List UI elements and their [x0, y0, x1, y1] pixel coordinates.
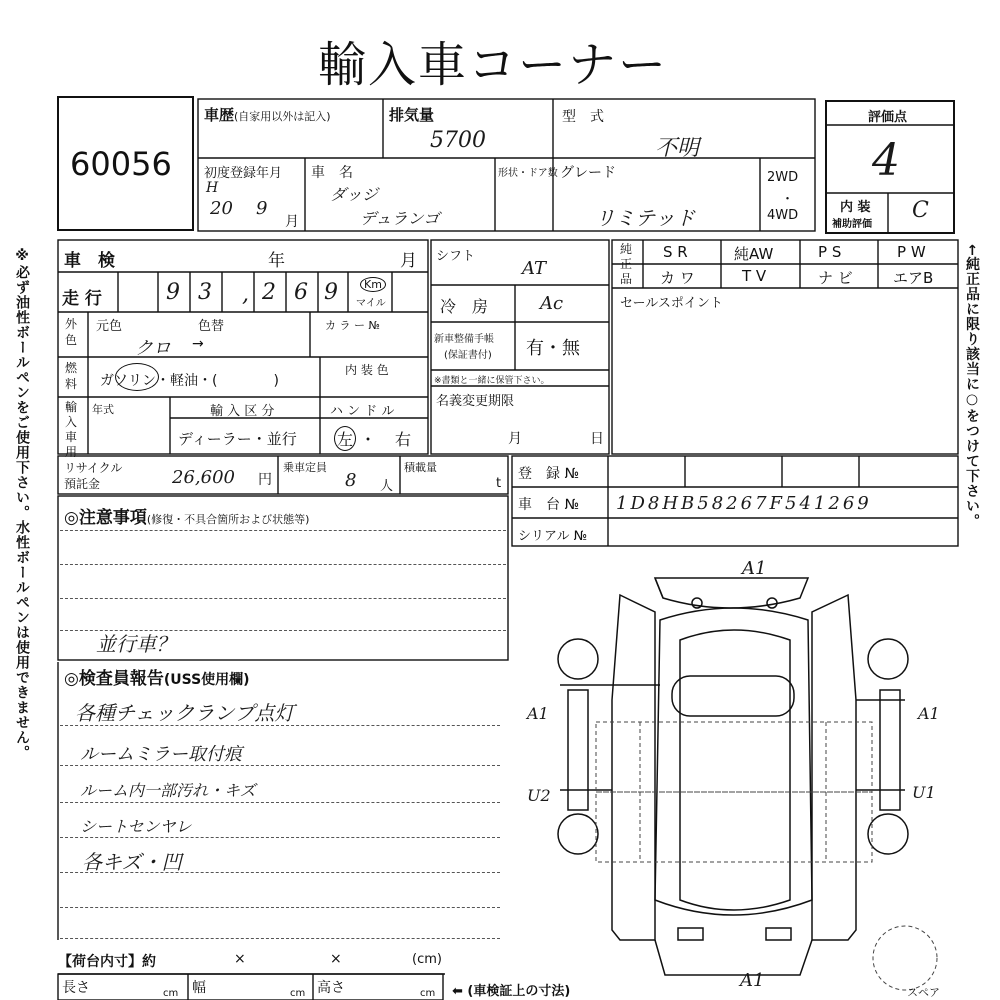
cargo-unit: (cm): [412, 952, 442, 967]
cargo-x1: ×: [234, 951, 246, 967]
load-unit: t: [496, 476, 502, 491]
color-arrow: →: [192, 336, 204, 352]
sales-point-label: セールスポイント: [620, 296, 723, 311]
mileage-digit: 9: [324, 280, 338, 305]
manual-label: 新車整備手帳: [434, 334, 494, 345]
option-pw: P W: [897, 243, 926, 261]
color-value: クロ: [135, 338, 171, 359]
model-year-label: 年式: [92, 403, 114, 416]
option-navi: ナ ビ: [818, 269, 853, 287]
recycle-label: リサイクル: [64, 461, 123, 475]
option-airbag: エアB: [893, 269, 934, 287]
spare-label: スペア: [907, 986, 940, 999]
import-class-label: 輸 入 区 分: [210, 404, 275, 419]
car-diagram: [558, 578, 908, 975]
inspector-line: シートセンヤレ: [80, 817, 192, 836]
recycle-unit: 円: [258, 472, 272, 488]
drive-2wd: 2WD: [767, 170, 799, 185]
color-no-label: カ ラ ー №: [325, 319, 380, 332]
chassis-label: 車 台 №: [518, 497, 580, 513]
cargo-length-label: 長さ: [62, 980, 90, 996]
model-label: 型 式: [562, 109, 604, 125]
inspector-line: ルームミラー取付痕: [80, 744, 242, 765]
transfer-month: 月: [508, 431, 522, 447]
import-label: 輸入車用: [65, 400, 78, 459]
first-reg-month-unit: 月: [285, 214, 299, 230]
option-leather: カ ワ: [660, 269, 695, 287]
mileage-digit: 2: [262, 280, 276, 305]
manual-note: ※書類と一緒に保管下さい。: [434, 376, 550, 386]
import-class-options: ディーラー・並行: [178, 430, 297, 448]
handle-label: ハ ン ド ル: [330, 404, 395, 419]
report-line: [60, 837, 500, 838]
note-line: [60, 530, 506, 531]
chassis-value: 1D8HB58267F541269: [616, 493, 872, 514]
transfer-day: 日: [590, 431, 604, 447]
side-note-right: ←純正品に限り該当に○をつけて下さい。: [964, 244, 980, 529]
handle-dot: ・: [360, 430, 377, 449]
color-change-label: 色替: [198, 319, 225, 334]
shape-label: 形状・ドア数: [498, 168, 558, 179]
interior-eval-label: 内 装: [840, 200, 871, 215]
damage-right-front: A1: [918, 704, 940, 723]
damage-right-rear: U1: [912, 783, 936, 802]
page-title: 輸入車コーナー: [318, 37, 669, 93]
capacity-label: 乗車定員: [283, 461, 327, 474]
notes-header: ◎注意事項(修復・不具合箇所および状態等): [64, 508, 310, 528]
genuine-label: 純正品: [620, 242, 633, 286]
score-label: 評価点: [868, 110, 908, 125]
fuel-circle: [115, 363, 159, 391]
cargo-width-cm: cm: [290, 988, 306, 999]
cargo-width-label: 幅: [192, 980, 206, 996]
shift-label: シフト: [436, 249, 476, 264]
damage-left-front: A1: [527, 704, 549, 723]
first-reg-label: 初度登録年月: [204, 166, 283, 181]
note-line: [60, 598, 506, 599]
first-reg-month: 9: [256, 198, 268, 219]
inspector-line: ルーム内一部汚れ・キズ: [80, 781, 256, 800]
drive-dot: ・: [781, 192, 795, 207]
ac-value: Ac: [540, 293, 564, 314]
drive-4wd: 4WD: [767, 208, 799, 223]
note-line: [60, 564, 506, 565]
car-name-line1: ダッジ: [330, 185, 379, 204]
grade-value: リミテッド: [595, 206, 695, 230]
original-color-label: 元色: [96, 319, 123, 334]
cargo-length-cm: cm: [163, 988, 179, 999]
car-name-line2: デュランゴ: [360, 209, 440, 228]
damage-bottom: A1: [740, 970, 765, 991]
damage-top: A1: [742, 558, 767, 579]
option-ps: P S: [818, 243, 842, 261]
mileage-digit: 3: [198, 280, 212, 305]
cargo-height-cm: cm: [420, 988, 436, 999]
option-alloy: 純AW: [734, 245, 774, 263]
report-line: [60, 802, 500, 803]
first-reg-era: H: [206, 180, 219, 196]
recycle-label-2: 預託金: [64, 477, 101, 491]
mileage-digit: 9: [166, 280, 180, 305]
report-line: [60, 907, 500, 908]
option-sr: S R: [663, 243, 688, 261]
reg-no-label: 登 録 №: [518, 466, 580, 482]
inspector-line: 各キズ・凹: [82, 850, 182, 874]
damage-left-rear: U2: [527, 786, 551, 805]
fuel-options: ガソリン・軽油・( ): [100, 373, 279, 389]
inspector-line: 各種チェックランプ点灯: [75, 701, 295, 725]
cargo-note: ⬅ (車検証上の寸法): [452, 984, 571, 999]
inspection-label: 車 検: [64, 251, 115, 271]
mileage-digit: 6: [294, 280, 308, 305]
cargo-x2: ×: [330, 951, 342, 967]
model-value: 不明: [655, 136, 700, 161]
transfer-label: 名義変更期限: [436, 394, 515, 409]
car-name-label: 車 名: [311, 165, 353, 181]
serial-label: シリアル №: [518, 529, 588, 544]
history-label: 車歴(自家用以外は記入): [204, 106, 331, 124]
load-label: 積載量: [404, 461, 437, 474]
cargo-label: 【荷台内寸】約: [58, 954, 156, 970]
handle-right: 右: [395, 430, 412, 449]
report-line: [60, 938, 500, 939]
manual-sub: (保証書付): [444, 350, 492, 361]
side-note-left: ※必ず油性ボールペンをご使用下さい。水性ボールペンは使用できません。: [14, 248, 30, 760]
interior-eval-value: C: [912, 198, 929, 223]
mileage-digit: ,: [242, 282, 249, 307]
inspection-month-unit: 月: [400, 251, 417, 271]
interior-eval-sub: 補助評価: [832, 219, 872, 230]
inspector-header: ◎検査員報告(USS使用欄): [64, 669, 250, 689]
interior-color-label: 内 装 色: [345, 363, 389, 377]
shift-value: AT: [522, 258, 547, 279]
notes-entry: 並行車？: [96, 632, 176, 656]
first-reg-year: 20: [210, 198, 233, 219]
recycle-value: 26,600: [172, 467, 235, 488]
displacement-value: 5700: [430, 128, 486, 153]
km-label: Km: [360, 277, 386, 292]
inspection-year-unit: 年: [268, 251, 285, 271]
exterior-label: 外色: [65, 317, 78, 347]
displacement-label: 排気量: [389, 106, 435, 124]
mileage-label: 走 行: [62, 289, 102, 309]
mile-label: マイル: [356, 298, 386, 309]
option-tv: T V: [742, 267, 767, 285]
lot-number: 60056: [70, 145, 172, 183]
ac-label: 冷 房: [440, 297, 489, 316]
fuel-label: 燃料: [65, 361, 78, 391]
grade-label: グレード: [560, 165, 616, 181]
capacity-value: 8: [345, 470, 357, 491]
manual-value: 有・無: [526, 338, 580, 359]
score-value: 4: [872, 135, 900, 186]
capacity-unit: 人: [380, 479, 394, 494]
cargo-height-label: 高さ: [317, 980, 345, 996]
handle-left: 左: [334, 426, 356, 451]
